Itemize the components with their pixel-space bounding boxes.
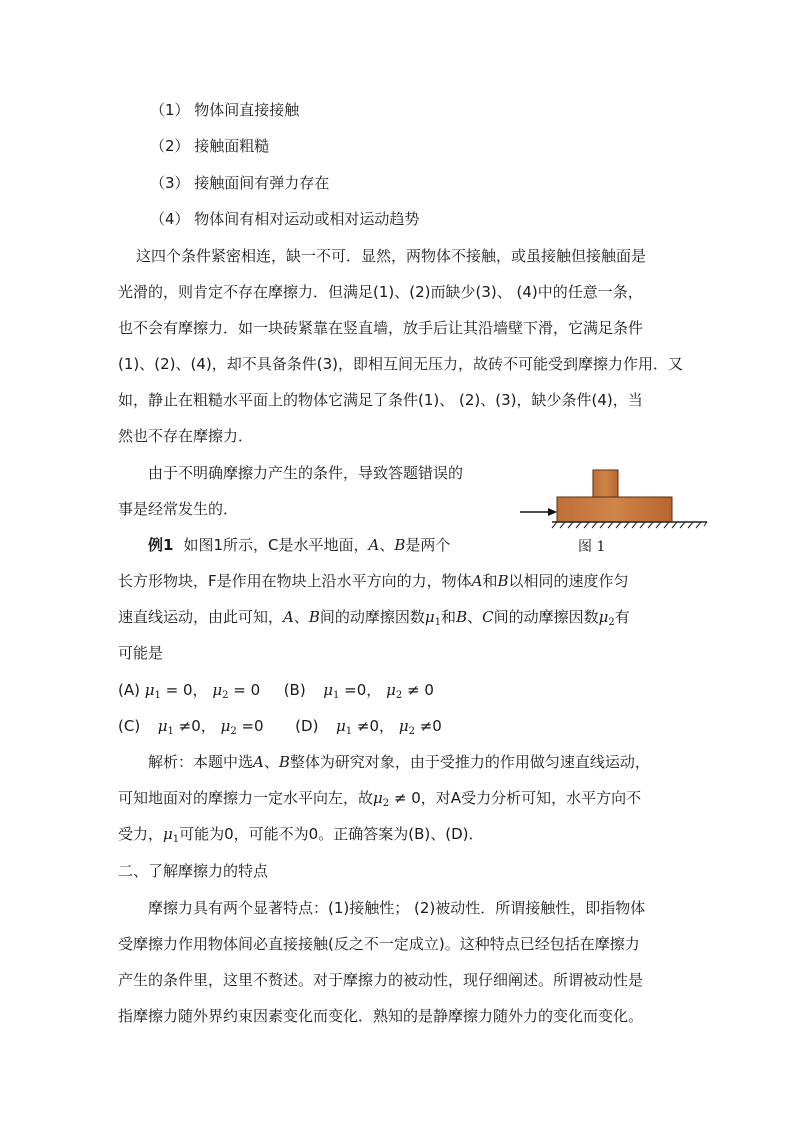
example-text: 和 — [441, 608, 457, 626]
option-c-ne1: ≠0 — [178, 717, 201, 735]
options-row-1 — [118, 680, 434, 706]
mu-1: $\mu_1$ — [163, 825, 180, 845]
para3-line2: 受摩擦力作用物体间必直接接触(反之不一定成立)。这种特点已经包括在摩擦力 — [118, 935, 640, 953]
mu-1: $\mu_1$ — [336, 717, 353, 737]
separator: 、 — [263, 753, 279, 771]
separator: 、 — [379, 536, 395, 554]
var-c: C — [482, 608, 494, 626]
section-title: 二、了解摩擦力的特点 — [118, 862, 269, 880]
mu-2: $\mu_2$ — [598, 608, 615, 628]
para3-line3: 产生的条件里，这里不赘述。对于摩擦力的被动性，现仔细阐述。所谓被动性是 — [118, 971, 644, 989]
var-a: A — [471, 572, 483, 590]
var-b: B — [308, 608, 320, 626]
analysis-text: 可知地面对的摩擦力一定水平向左，故 — [118, 789, 374, 807]
mu-1: $\mu_1$ — [323, 681, 340, 701]
separator: 、 — [467, 608, 483, 626]
option-b-label: (B) — [283, 681, 306, 699]
condition-2: （2） 接触面粗糙 — [150, 137, 270, 155]
condition-4: （4） 物体间有相对运动或相对运动趋势 — [150, 210, 420, 228]
option-a-eq1: = 0 — [165, 681, 193, 699]
para1-line4: (1)、(2)、(4)，却不具备条件(3)，即相互间无压力，故砖不可能受到摩擦力作用．又 — [118, 355, 683, 373]
para2-line2: 事是经常发生的． — [118, 500, 239, 518]
para2-line1: 由于不明确摩擦力产生的条件，导致答题错误的 — [148, 464, 464, 482]
example-text: 速直线运动，由此可知， — [118, 608, 284, 626]
mu-1: $\mu_1$ — [424, 608, 442, 628]
comma: ， — [379, 717, 395, 735]
option-b-ne2: ≠ 0 — [407, 681, 434, 699]
option-c-label: (C) — [118, 717, 141, 735]
mu-2: $\mu_2$ — [386, 681, 403, 701]
option-a-eq2: = 0 — [233, 681, 261, 699]
example-text: 长方形物块，F是作用在物块上沿水平方向的力，物体 — [118, 572, 472, 590]
para1-line5: 如，静止在粗糙水平面上的物体它满足了条件(1)、 (2)、(3)，缺少条件(4)，当 — [118, 391, 643, 409]
option-d-ne1: ≠0 — [356, 717, 380, 735]
comma: ， — [366, 681, 382, 699]
para1-line3: 也不会有摩擦力．如一块砖紧靠在竖直墙，放手后让其沿墙壁下滑，它满足条件 — [118, 319, 644, 337]
var-b: B — [278, 753, 290, 771]
analysis-line1 — [148, 752, 650, 772]
option-a-label: (A) — [118, 681, 140, 699]
mu-1: $\mu_1$ — [144, 681, 161, 701]
example-line3 — [118, 607, 630, 633]
para1-line2: 光滑的，则肯定不存在摩擦力．但满足(1)、(2)而缺少(3)、 (4)中的任意一条， — [118, 283, 643, 301]
condition-1: （1） 物体间直接接触 — [150, 101, 300, 119]
option-d-ne2: ≠0 — [419, 717, 442, 735]
option-d-label: (D) — [295, 717, 319, 735]
example-text: 如图1所示，C是水平地面， — [183, 536, 369, 554]
comma: ， — [192, 681, 208, 699]
mu-1: $\mu_1$ — [157, 717, 174, 737]
example-line1 — [148, 535, 450, 555]
example-text: 有 — [614, 608, 630, 626]
example-text: 以相同的速度作匀 — [508, 572, 629, 590]
option-b-eq1: =0 — [344, 681, 367, 699]
block-b — [557, 497, 672, 522]
example-text: 和 — [482, 572, 498, 590]
analysis-text: 解析：本题中选 — [148, 753, 254, 771]
var-a: A — [283, 608, 294, 626]
var-b: B — [394, 536, 406, 554]
example-line2 — [118, 571, 629, 591]
condition-3: （3） 接触面间有弹力存在 — [150, 174, 330, 192]
para1-line6: 然也不存在摩擦力． — [118, 427, 254, 445]
analysis-text: 整体为研究对象，由于受推力的作用做匀速直线运动， — [289, 753, 650, 771]
figure-caption: 图 1 — [578, 539, 606, 555]
mu-2: $\mu_2$ — [398, 717, 415, 737]
mu-2: $\mu_2$ — [220, 717, 237, 737]
example-text: 是两个 — [405, 536, 451, 554]
example-text: 间的动摩擦因数 — [493, 608, 599, 626]
analysis-line2 — [118, 788, 641, 814]
ground-hatch — [552, 522, 707, 528]
analysis-line3 — [118, 824, 483, 850]
example-label: 例1 — [148, 536, 174, 554]
para3-line4: 指摩擦力随外界约束因素变化而变化．熟知的是静摩擦力随外力的变化而变化。 — [118, 1007, 644, 1025]
block-a — [593, 470, 618, 497]
example-line4: 可能是 — [118, 644, 164, 662]
para3-line1: 摩擦力具有两个显著特点：(1)接触性； (2)被动性．所谓接触性，即指物体 — [148, 899, 646, 917]
analysis-text: ≠ 0，对A受力分析可知，水平方向不 — [393, 789, 642, 807]
mu-2: $\mu_2$ — [212, 681, 229, 701]
option-c-eq2: =0 — [241, 717, 264, 735]
figure-1-diagram — [515, 465, 715, 530]
var-b: B — [456, 608, 468, 626]
force-arrow — [520, 508, 557, 516]
separator: 、 — [293, 608, 309, 626]
options-row-2 — [118, 716, 442, 742]
mu-2: $\mu_2$ — [373, 789, 390, 809]
var-a: A — [253, 753, 264, 771]
comma: ， — [200, 717, 216, 735]
analysis-text: 可能为0，可能不为0。正确答案为(B)、(D)． — [179, 825, 484, 843]
var-a: A — [368, 536, 380, 554]
para1-line1: 这四个条件紧密相连，缺一不可．显然，两物体不接触，或虽接触但接触面是 — [136, 247, 647, 265]
example-text: 间的动摩擦因数 — [319, 608, 425, 626]
var-b: B — [497, 572, 509, 590]
analysis-text: 受力， — [118, 825, 164, 843]
